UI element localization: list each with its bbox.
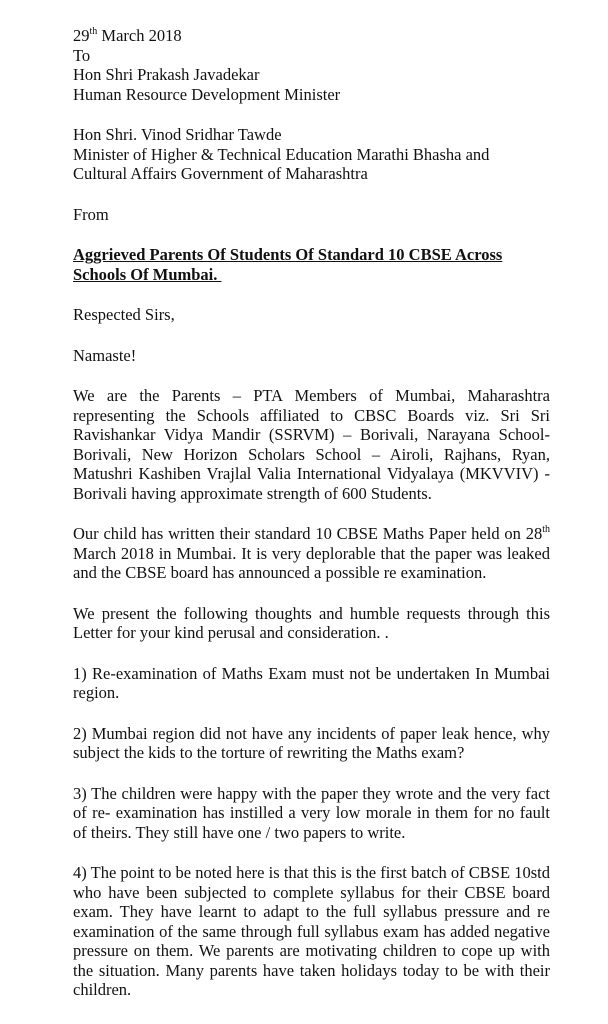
sender-title-line1: Aggrieved Parents Of Students Of Standard 10 CBSE Across (73, 245, 503, 264)
point-item: 4) The point to be noted here is that this is the first batch of CBSE 10std who have been subjected to complete syllabus for their CBSE board exam. They have learnt to adapt to the full syllabus pressure and re examination of the same through full syllabus exam has added negative pressure on them. We parents are motivating children to cope up with the situation. Many parents have taken holidays today to be with their children. (73, 863, 550, 999)
sender-title-line2: Schools Of Mumbai. (73, 264, 222, 284)
recipient2-title-line2: Cultural Affairs Government of Maharashtra (73, 164, 368, 183)
from-label: From (73, 204, 109, 224)
recipient1-name: Hon Shri Prakash Javadekar (73, 65, 260, 84)
request-intro-paragraph: We present the following thoughts and humble requests through this Letter for your kind perusal and consideration. . (73, 603, 550, 642)
salutation: Respected Sirs, (73, 305, 175, 324)
greeting: Namaste! (73, 345, 137, 365)
recipient1-title: Human Resource Development Minister (73, 84, 341, 104)
context-paragraph: Our child has written their standard 10 CBSE Maths Paper held on 28th March 2018 in Mumbai. It is very deplorable that the paper was leaked and the CBSE board has announced a possible re examination. (73, 523, 550, 582)
to-label: To (73, 45, 91, 65)
point-item: 1) Re-examination of Maths Exam must not be undertaken In Mumbai region. (73, 663, 550, 702)
recipient2-title-line1: Minister of Higher & Technical Education Marathi Bhasha and (73, 144, 490, 164)
recipient2-name: Hon Shri. Vinod Sridhar Tawde (73, 125, 282, 144)
intro-paragraph: We are the Parents – PTA Members of Mumbai, Maharashtra representing the Schools affiliated to CBSC Boards viz. Sri Sri Ravishankar Vidya Mandir (SSRVM) – Borivali, Narayana School- Borivali, New Horizon Scholars School – Airoli, Rajhans, Ryan, Matushri Kashiben Vrajlal Valia International Vidyalaya (MKVVIV) - Borivali having approximate strength of 600 Students. (73, 386, 550, 503)
letter-date: 29th March 2018 (73, 25, 182, 45)
point-item: 3) The children were happy with the paper they wrote and the very fact of re- examination has instilled a very low morale in them for no fault of theirs. They still have one / two papers to write. (73, 783, 550, 842)
point-item: 2) Mumbai region did not have any incidents of paper leak hence, why subject the kids to the torture of rewriting the Maths exam? (73, 723, 550, 762)
